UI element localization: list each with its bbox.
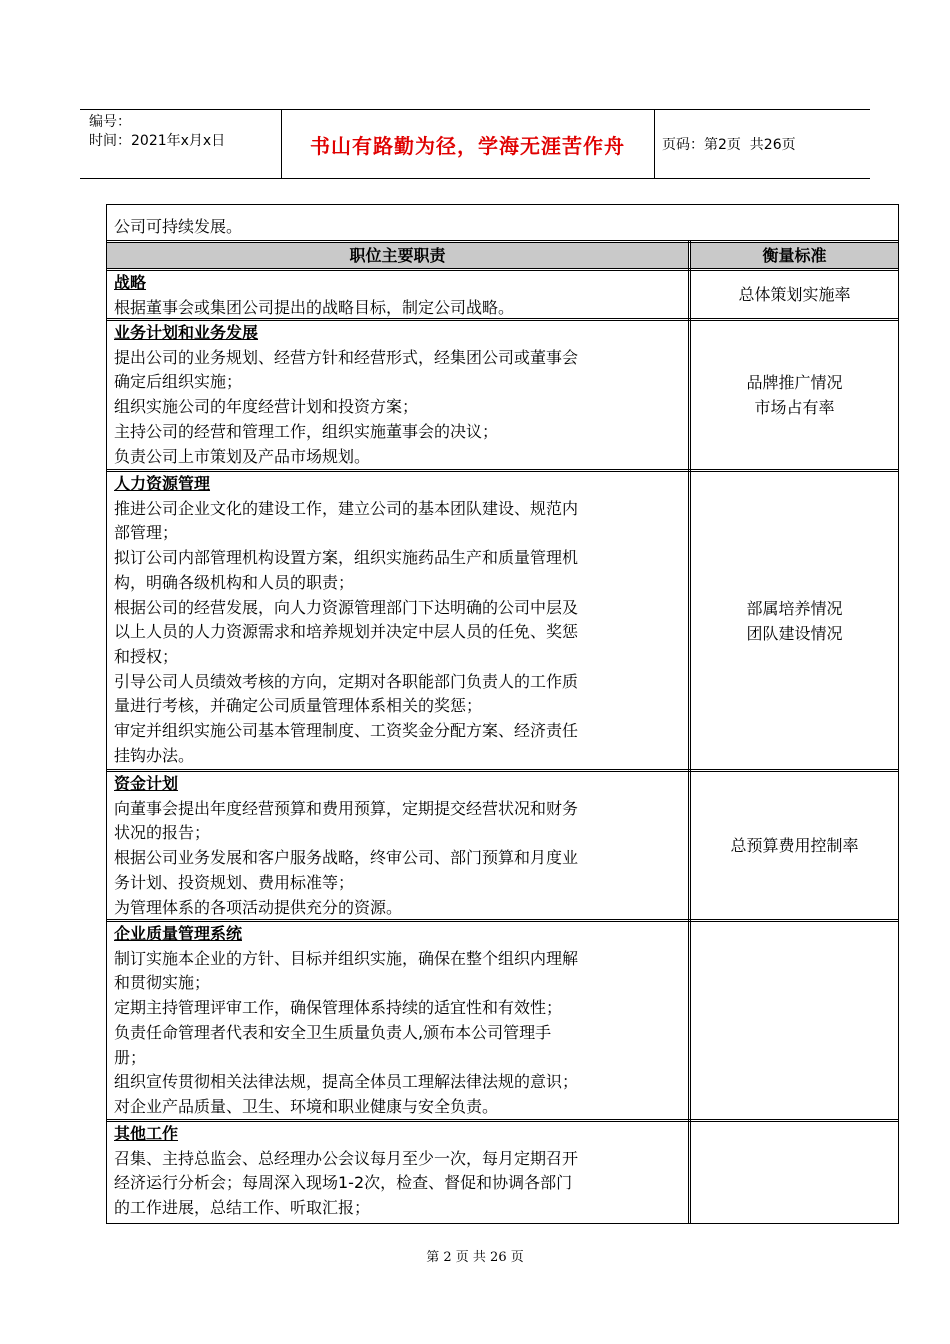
measure-cell-hr: [691, 472, 898, 769]
duty-line: 组织实施公司的年度经营计划和投资方案；: [114, 397, 419, 417]
duty-line: 根据公司业务发展和客户服务战略，终审公司、部门预算和月度业: [114, 848, 579, 868]
time-label: 时间：2021年x月x日: [89, 133, 226, 149]
number-label: 编号：: [89, 114, 131, 130]
duty-cell-quality: [114, 922, 682, 1120]
duty-line: 册；: [114, 1047, 147, 1067]
duty-line: 组织宣传贯彻相关法律法规，提高全体员工理解法律法规的意识；: [114, 1072, 579, 1092]
duty-title: 企业质量管理系统: [114, 924, 243, 943]
page-header: [80, 109, 870, 179]
header-page-code: 页码：第2页 共26页: [662, 137, 796, 153]
duty-title: 其他工作: [114, 1124, 179, 1143]
duty-title: 战略: [114, 273, 147, 292]
duty-line: 和授权；: [114, 646, 179, 666]
duty-cell-hr: [114, 472, 682, 768]
column-header-measure: [691, 243, 898, 269]
duty-title: 资金计划: [114, 774, 179, 793]
measure-item: 品牌推广情况: [746, 373, 843, 392]
duty-line: 挂钩办法。: [114, 745, 195, 765]
duty-line: 对企业产品质量、卫生、环境和职业健康与安全负责。: [114, 1096, 499, 1116]
duty-line: 负责公司上市策划及产品市场规划。: [114, 446, 371, 466]
duty-line: 状况的报告；: [114, 823, 211, 843]
duty-cell-business-plan: [114, 321, 682, 469]
duty-line: 负责任命管理者代表和安全卫生质量负责人,颁布本公司管理手: [114, 1022, 552, 1042]
header-motto: 书山有路勤为径，学海无涯苦作舟: [310, 133, 625, 158]
duty-line: 量进行考核，并确定公司质量管理体系相关的奖惩；: [114, 696, 483, 716]
measure-item: 部属培养情况: [746, 598, 843, 618]
duty-title: 业务计划和业务发展: [114, 323, 259, 342]
measure-cell-strategy: [691, 271, 898, 318]
duty-line: 的工作进展，总结工作、听取汇报；: [114, 1198, 371, 1218]
duty-cell-strategy: [114, 271, 682, 320]
duty-line: 审定并组织实施公司基本管理制度、工资奖金分配方案、经济责任: [114, 721, 579, 741]
header-divider: [654, 110, 655, 178]
page-footer: 第 2 页 共 26 页: [426, 1250, 524, 1265]
duty-line: 制订实施本企业的方针、目标并组织实施，确保在整个组织内理解: [114, 948, 579, 968]
intro-text: 公司可持续发展。: [114, 217, 243, 236]
duty-line: 拟订公司内部管理机构设置方案，组织实施药品生产和质量管理机: [114, 548, 579, 568]
column-header-duty-label: 职位主要职责: [349, 246, 446, 265]
measure-cell-funding: [691, 772, 898, 919]
measure-cell-business-plan: [691, 321, 898, 469]
duty-line: 部管理；: [114, 523, 179, 543]
duty-line: 提出公司的业务规划、经营方针和经营形式，经集团公司或董事会: [114, 347, 579, 367]
duty-table: [106, 204, 899, 1224]
duty-cell-funding: [114, 772, 682, 920]
duty-line: 召集、主持总监会、总经理办公会议每月至少一次，每月定期召开: [114, 1148, 579, 1168]
column-header-duty: [107, 243, 688, 269]
measure-item: 市场占有率: [754, 398, 835, 417]
duty-line: 确定后组织实施；: [114, 372, 243, 392]
header-meta: [89, 113, 225, 151]
duty-line: 推进公司企业文化的建设工作，建立公司的基本团队建设、规范内: [114, 498, 579, 518]
duty-line: 根据公司的经营发展，向人力资源管理部门下达明确的公司中层及: [114, 597, 579, 617]
duty-line: 向董事会提出年度经营预算和费用预算，定期提交经营状况和财务: [114, 798, 579, 818]
duty-line: 和贯彻实施；: [114, 973, 211, 993]
duty-line: 为管理体系的各项活动提供充分的资源。: [114, 897, 403, 917]
duty-line: 以上人员的人力资源需求和培养规划并决定中层人员的任免、奖惩: [114, 622, 579, 642]
duty-line: 定期主持管理评审工作，确保管理体系持续的适宜性和有效性；: [114, 998, 563, 1018]
duty-line: 引导公司人员绩效考核的方向，定期对各职能部门负责人的工作质: [114, 671, 579, 691]
column-header-measure-label: 衡量标准: [762, 246, 827, 265]
measure-item: 团队建设情况: [746, 623, 843, 643]
duty-line: 主持公司的经营和管理工作，组织实施董事会的决议；: [114, 421, 499, 441]
duty-line: 经济运行分析会；每周深入现场1-2次，检查、督促和协调各部门: [114, 1173, 573, 1193]
duty-line: 根据董事会或集团公司提出的战略目标，制定公司战略。: [114, 297, 515, 317]
duty-title: 人力资源管理: [114, 474, 211, 493]
duty-line: 务计划、投资规划、费用标准等；: [114, 872, 355, 892]
measure-item: 总体策划实施率: [738, 285, 851, 304]
duty-line: 构，明确各级机构和人员的职责；: [114, 572, 355, 592]
measure-item: 总预算费用控制率: [730, 836, 859, 855]
duty-cell-other: [114, 1122, 682, 1221]
